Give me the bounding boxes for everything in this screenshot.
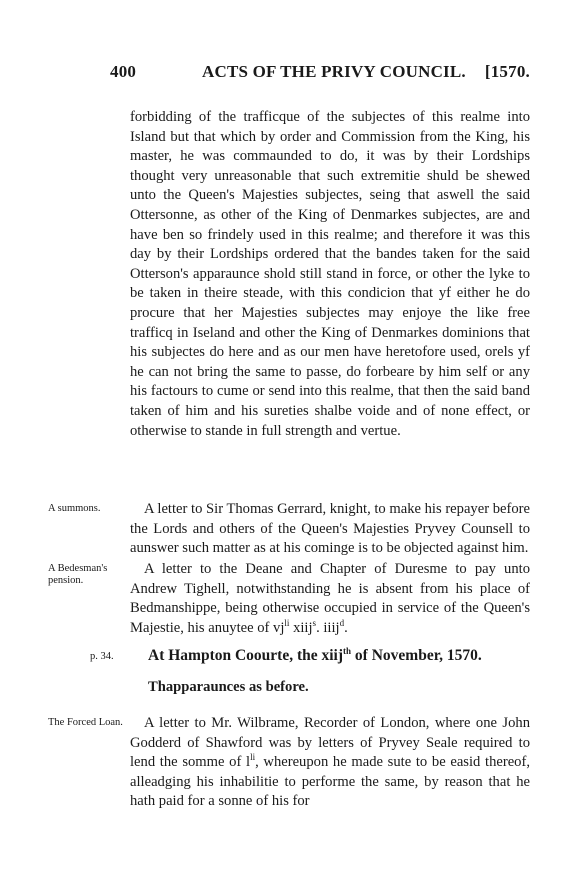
paragraph-text: , whereupon he made sute to be easid thereof, alleadging his inhabilitie to performe the same, by reason that he hath paid for a sonne of his for [130, 754, 530, 810]
superscript: d [339, 617, 345, 628]
attendance-line: Thapparaunces as before. [148, 679, 309, 695]
margin-note-page-ref: p. 34. [90, 651, 114, 662]
margin-note-summons: A summons. [48, 503, 101, 514]
paragraph-text: . [344, 619, 348, 636]
page-number: 400 [110, 62, 137, 81]
margin-note-forced-loan: The Forced Loan. [48, 717, 123, 728]
paragraph-text: . iiij [316, 619, 340, 636]
paragraph-text: xiij [289, 619, 313, 636]
paragraph-text: A letter to Mr. Wilbrame, Recorder of London, where one John Godderd of Shawford was by letters of Pryvey Seale required to lend the somme of l [130, 715, 530, 771]
running-header [110, 62, 530, 86]
header-year: [1570. [484, 62, 530, 81]
paragraph-bedesman [130, 560, 530, 638]
superscript: th [343, 645, 352, 656]
paragraph-summons: A letter to Sir Thomas Gerrard, knight, to make his repayer before the Lords and others of the Queen's Majesties Pryvey Counsell to aunswer such matter as at his cominge is to be objected against him. [130, 501, 530, 557]
heading-text: of November, 1570. [351, 647, 482, 664]
margin-note-bedesman: A Bedesman's pension. [48, 563, 108, 586]
entry-heading [148, 647, 482, 665]
superscript: li [284, 617, 290, 628]
running-title: ACTS OF THE PRIVY COUNCIL. [202, 62, 466, 81]
paragraph-forced-loan [130, 714, 530, 812]
superscript: s [312, 617, 317, 628]
superscript: li [250, 752, 256, 763]
paragraph-danish-trade: forbidding of the trafficque of the subjectes of this realme into Island but that which by order and Commission from the King, his master, he was commaunded to do, it was by their Lordships thought very unreasonable that such extremitie shuld be shewed unto the Queen's Majesties subjectes, seing that aswell the said Ottersonne, as other of the King of Denmarkes subjectes, are and have ben so frindely used in this realme; and therefore it was this day by their Lordships ordered that the bandes taken for the said Otterson's apparaunce shold still stand in force, or other the lyke to be taken in theire steade, with this condicion that yf either he do procure that her Majesties subjectes may enjoye the like free trafficq in Iseland and other the King of Denmarkes dominions that his subjectes do here and as our men have heretofore used, orels yf he can not bring the same to passe, do forbeare by him self or any his factours to cume or send into this realme, that then the said band taken of him and his sureties shalbe voide and of none effect, or otherwise to stande in full strength and vertue. [130, 109, 530, 439]
paragraph-text: A letter to the Deane and Chapter of Duresme to pay unto Andrew Tighell, notwithstanding he is absent from his place of Bedmanshippe, being otherwise occupied in service of the Queen's Majestie, his anuytee of vj [130, 561, 530, 636]
heading-text: At Hampton Coourte, the xiij [148, 647, 344, 664]
